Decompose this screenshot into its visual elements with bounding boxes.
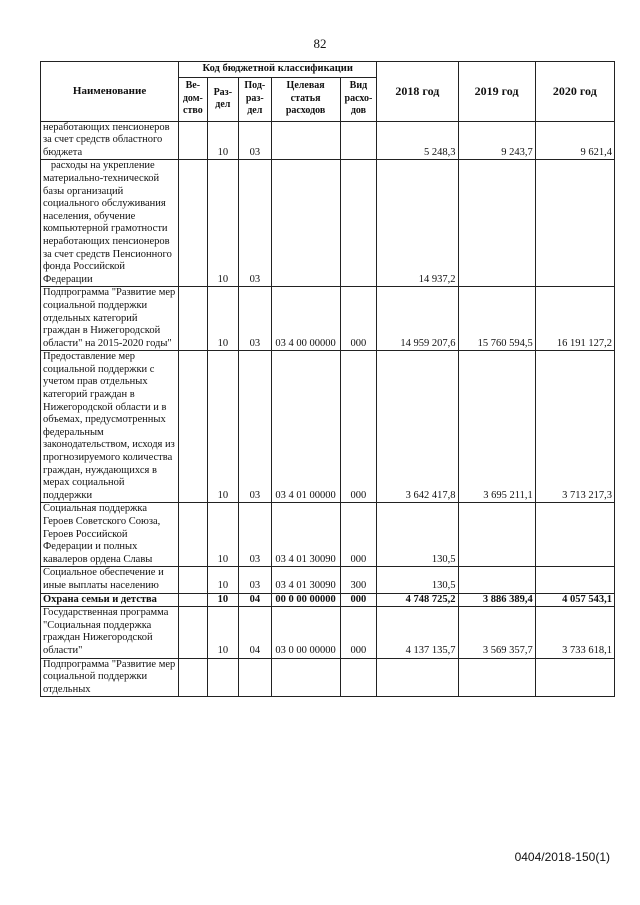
row-2019: 15 760 594,5 <box>458 287 535 351</box>
row-2020: 3 713 217,3 <box>535 351 614 503</box>
row-2020 <box>535 503 614 567</box>
table-row <box>41 607 615 658</box>
row-2019 <box>458 658 535 697</box>
row-vid: 000 <box>340 503 377 567</box>
row-vid: 300 <box>340 567 377 593</box>
row-2019: 3 886 389,4 <box>458 593 535 607</box>
row-podrazdel: 03 <box>239 160 272 287</box>
row-vid <box>340 121 377 160</box>
row-vid: 000 <box>340 607 377 658</box>
header-razdel: Раз-дел <box>207 77 238 121</box>
table-row <box>41 287 615 351</box>
row-vid <box>340 160 377 287</box>
row-2020: 4 057 543,1 <box>535 593 614 607</box>
row-vedomstvo <box>179 160 207 287</box>
row-vedomstvo <box>179 607 207 658</box>
row-name: Государственная программа "Социальная поддержка граждан Нижегородской области" <box>41 607 179 658</box>
table-row <box>41 121 615 160</box>
header-podrazdel: Под-раз-дел <box>239 77 272 121</box>
row-razdel: 10 <box>207 287 238 351</box>
row-target: 03 0 00 00000 <box>271 607 340 658</box>
row-razdel: 10 <box>207 607 238 658</box>
row-podrazdel: 03 <box>239 351 272 503</box>
row-target: 00 0 00 00000 <box>271 593 340 607</box>
row-razdel: 10 <box>207 351 238 503</box>
table-row <box>41 351 615 503</box>
row-2018: 5 248,3 <box>377 121 458 160</box>
row-2018 <box>377 658 458 697</box>
row-2018: 3 642 417,8 <box>377 351 458 503</box>
row-vedomstvo <box>179 287 207 351</box>
row-vid <box>340 658 377 697</box>
table-row <box>41 593 615 607</box>
row-2018: 4 137 135,7 <box>377 607 458 658</box>
row-vedomstvo <box>179 503 207 567</box>
row-2018: 14 959 207,6 <box>377 287 458 351</box>
row-name: расходы на укрепление материально-технической базы организаций социального обслуживания населения, обучение компьютерной грамотности неработающих пенсионеров за счет средств Пенсионного фонда Российской Федерации <box>41 160 179 287</box>
row-2020: 9 621,4 <box>535 121 614 160</box>
row-vedomstvo <box>179 351 207 503</box>
budget-table <box>40 61 615 697</box>
row-razdel: 10 <box>207 593 238 607</box>
row-podrazdel: 03 <box>239 287 272 351</box>
row-name: Охрана семьи и детства <box>41 593 179 607</box>
row-2020 <box>535 567 614 593</box>
row-2019: 3 569 357,7 <box>458 607 535 658</box>
table-row <box>41 567 615 593</box>
row-2019: 9 243,7 <box>458 121 535 160</box>
header-vid: Вид расхо-дов <box>340 77 377 121</box>
row-name: Предоставление мер социальной поддержки с учетом прав отдельных категорий граждан в Нижегородской области и в объемах, предусмотренных федеральным законодательством, исходя из прогнозируемого количества граждан, нуждающихся в мерах социальной поддержки <box>41 351 179 503</box>
row-target: 03 4 00 00000 <box>271 287 340 351</box>
row-2019 <box>458 503 535 567</box>
header-target: Целевая статья расходов <box>271 77 340 121</box>
row-razdel: 10 <box>207 503 238 567</box>
row-target: 03 4 01 30090 <box>271 503 340 567</box>
row-name: Социальное обеспечение и иные выплаты населению <box>41 567 179 593</box>
header-name: Наименование <box>41 62 179 122</box>
header-2020: 2020 год <box>535 62 614 122</box>
row-target: 03 4 01 30090 <box>271 567 340 593</box>
header-vedomstvo: Ве-дом-ство <box>179 77 207 121</box>
row-2019: 3 695 211,1 <box>458 351 535 503</box>
row-vedomstvo <box>179 658 207 697</box>
row-vid: 000 <box>340 351 377 503</box>
row-target: 03 4 01 00000 <box>271 351 340 503</box>
row-name: Социальная поддержка Героев Советского Союза, Героев Российской Федерации и полных кавалеров ордена Славы <box>41 503 179 567</box>
row-podrazdel: 03 <box>239 121 272 160</box>
row-podrazdel: 04 <box>239 607 272 658</box>
header-code-group: Код бюджетной классификации <box>179 62 377 78</box>
row-2018: 130,5 <box>377 567 458 593</box>
row-2020 <box>535 160 614 287</box>
row-2018: 4 748 725,2 <box>377 593 458 607</box>
row-name: Подпрограмма "Развитие мер социальной поддержки отдельных категорий граждан в Нижегородской области" на 2015-2020 годы" <box>41 287 179 351</box>
table-row <box>41 503 615 567</box>
document-code: 0404/2018-150(1) <box>514 850 610 864</box>
row-vedomstvo <box>179 121 207 160</box>
row-razdel: 10 <box>207 160 238 287</box>
table-row <box>41 658 615 697</box>
row-2020: 3 733 618,1 <box>535 607 614 658</box>
table-row <box>41 160 615 287</box>
page-number: 82 <box>313 36 327 51</box>
row-vid: 000 <box>340 287 377 351</box>
row-razdel: 10 <box>207 567 238 593</box>
header-2018: 2018 год <box>377 62 458 122</box>
row-2020 <box>535 658 614 697</box>
row-vedomstvo <box>179 567 207 593</box>
row-vid: 000 <box>340 593 377 607</box>
row-podrazdel: 03 <box>239 503 272 567</box>
row-name: Подпрограмма "Развитие мер социальной поддержки отдельных <box>41 658 179 697</box>
table-header <box>41 62 615 122</box>
row-2020: 16 191 127,2 <box>535 287 614 351</box>
row-podrazdel <box>239 658 272 697</box>
header-2019: 2019 год <box>458 62 535 122</box>
row-razdel <box>207 658 238 697</box>
row-podrazdel: 04 <box>239 593 272 607</box>
row-vedomstvo <box>179 593 207 607</box>
row-podrazdel: 03 <box>239 567 272 593</box>
row-target <box>271 160 340 287</box>
row-2018: 130,5 <box>377 503 458 567</box>
row-2019 <box>458 567 535 593</box>
row-2019 <box>458 160 535 287</box>
row-name: неработающих пенсионеров за счет средств областного бюджета <box>41 121 179 160</box>
row-2018: 14 937,2 <box>377 160 458 287</box>
row-razdel: 10 <box>207 121 238 160</box>
row-target <box>271 658 340 697</box>
row-target <box>271 121 340 160</box>
